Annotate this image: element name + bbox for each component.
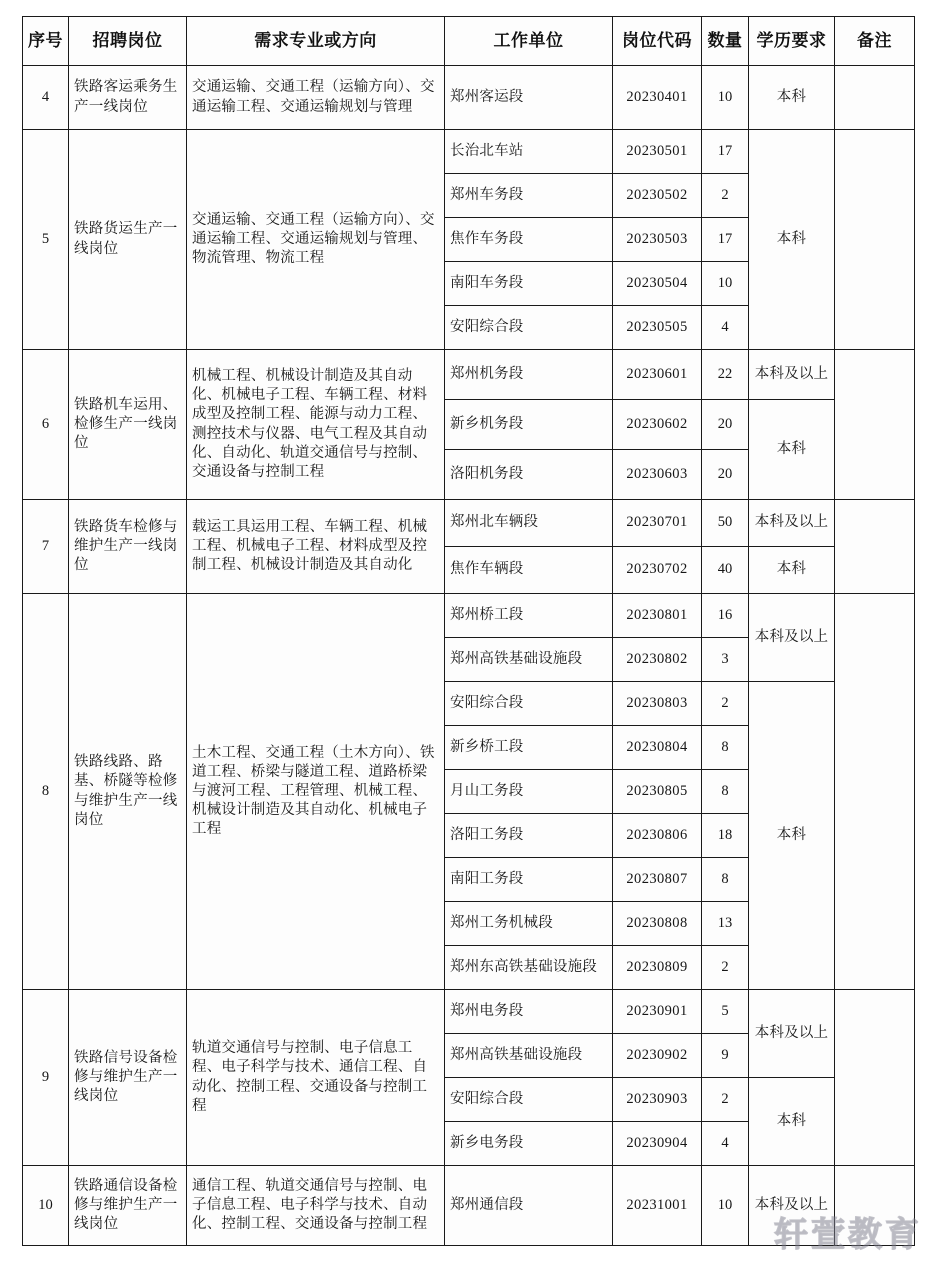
- col-header-edu: 学历要求: [749, 17, 835, 66]
- table-body: [23, 66, 915, 1246]
- cell-work-unit: 郑州东高铁基础设施段: [445, 946, 613, 990]
- cell-work-unit: 长治北车站: [445, 130, 613, 174]
- cell-quantity: 13: [702, 902, 749, 946]
- cell-position-code: 20230809: [613, 946, 702, 990]
- cell-position-code: 20230806: [613, 814, 702, 858]
- cell-education-requirement: 本科: [749, 130, 835, 350]
- cell-work-unit: 郑州高铁基础设施段: [445, 638, 613, 682]
- cell-remark: [835, 990, 915, 1166]
- table-row: [23, 990, 915, 1034]
- cell-remark: [835, 350, 915, 500]
- col-header-major: 需求专业或方向: [187, 17, 445, 66]
- cell-quantity: 40: [702, 547, 749, 594]
- cell-job-position: 铁路通信设备检修与维护生产一线岗位: [69, 1166, 187, 1246]
- cell-position-code: 20230702: [613, 547, 702, 594]
- cell-work-unit: 安阳综合段: [445, 306, 613, 350]
- cell-work-unit: 郑州北车辆段: [445, 500, 613, 547]
- cell-education-requirement: 本科: [749, 400, 835, 500]
- cell-education-requirement: 本科及以上: [749, 594, 835, 682]
- table-row: [23, 1166, 915, 1246]
- cell-work-unit: 焦作车务段: [445, 218, 613, 262]
- cell-position-code: 20230808: [613, 902, 702, 946]
- cell-required-major: 通信工程、轨道交通信号与控制、电子信息工程、电子科学与技术、自动化、控制工程、交通设备与控制工程: [187, 1166, 445, 1246]
- cell-position-code: 20230505: [613, 306, 702, 350]
- col-header-unit: 工作单位: [445, 17, 613, 66]
- cell-work-unit: 安阳综合段: [445, 682, 613, 726]
- cell-position-code: 20230601: [613, 350, 702, 400]
- cell-work-unit: 郑州桥工段: [445, 594, 613, 638]
- cell-quantity: 2: [702, 1078, 749, 1122]
- cell-sequence-number: 10: [23, 1166, 69, 1246]
- cell-education-requirement: 本科: [749, 682, 835, 990]
- cell-position-code: 20230401: [613, 66, 702, 130]
- cell-job-position: 铁路机车运用、检修生产一线岗位: [69, 350, 187, 500]
- cell-work-unit: 洛阳工务段: [445, 814, 613, 858]
- table-row: [23, 500, 915, 547]
- cell-quantity: 10: [702, 1166, 749, 1246]
- cell-remark: [835, 594, 915, 990]
- cell-position-code: 20230803: [613, 682, 702, 726]
- cell-sequence-number: 4: [23, 66, 69, 130]
- cell-position-code: 20230801: [613, 594, 702, 638]
- cell-position-code: 20230805: [613, 770, 702, 814]
- cell-work-unit: 郑州客运段: [445, 66, 613, 130]
- cell-education-requirement: 本科及以上: [749, 350, 835, 400]
- cell-position-code: 20230701: [613, 500, 702, 547]
- cell-remark: [835, 66, 915, 130]
- cell-position-code: 20230903: [613, 1078, 702, 1122]
- cell-position-code: 20230902: [613, 1034, 702, 1078]
- cell-work-unit: 郑州车务段: [445, 174, 613, 218]
- cell-position-code: 20230502: [613, 174, 702, 218]
- cell-work-unit: 郑州电务段: [445, 990, 613, 1034]
- cell-quantity: 2: [702, 682, 749, 726]
- cell-quantity: 17: [702, 218, 749, 262]
- cell-job-position: 铁路信号设备检修与维护生产一线岗位: [69, 990, 187, 1166]
- cell-quantity: 50: [702, 500, 749, 547]
- cell-work-unit: 安阳综合段: [445, 1078, 613, 1122]
- cell-job-position: 铁路货车检修与维护生产一线岗位: [69, 500, 187, 594]
- cell-quantity: 17: [702, 130, 749, 174]
- cell-quantity: 4: [702, 1122, 749, 1166]
- cell-work-unit: 南阳车务段: [445, 262, 613, 306]
- cell-education-requirement: 本科及以上: [749, 1166, 835, 1246]
- cell-education-requirement: 本科及以上: [749, 500, 835, 547]
- cell-position-code: 20230501: [613, 130, 702, 174]
- cell-work-unit: 南阳工务段: [445, 858, 613, 902]
- cell-sequence-number: 5: [23, 130, 69, 350]
- cell-position-code: 20230602: [613, 400, 702, 450]
- header-row: [23, 17, 915, 66]
- cell-sequence-number: 6: [23, 350, 69, 500]
- cell-work-unit: 郑州通信段: [445, 1166, 613, 1246]
- cell-work-unit: 洛阳机务段: [445, 450, 613, 500]
- cell-position-code: 20230802: [613, 638, 702, 682]
- cell-quantity: 8: [702, 858, 749, 902]
- cell-position-code: 20230904: [613, 1122, 702, 1166]
- cell-position-code: 20230504: [613, 262, 702, 306]
- cell-sequence-number: 7: [23, 500, 69, 594]
- cell-quantity: 5: [702, 990, 749, 1034]
- cell-required-major: 轨道交通信号与控制、电子信息工程、电子科学与技术、通信工程、自动化、控制工程、交通设备与控制工程: [187, 990, 445, 1166]
- cell-work-unit: 郑州机务段: [445, 350, 613, 400]
- cell-required-major: 土木工程、交通工程（土木方向）、铁道工程、桥梁与隧道工程、道路桥梁与渡河工程、工程管理、机械工程、机械设计制造及其自动化、机械电子工程: [187, 594, 445, 990]
- cell-education-requirement: 本科: [749, 66, 835, 130]
- cell-work-unit: 郑州高铁基础设施段: [445, 1034, 613, 1078]
- cell-work-unit: 月山工务段: [445, 770, 613, 814]
- col-header-post: 招聘岗位: [69, 17, 187, 66]
- cell-quantity: 10: [702, 66, 749, 130]
- table-row: [23, 350, 915, 400]
- cell-education-requirement: 本科及以上: [749, 990, 835, 1078]
- cell-work-unit: 新乡机务段: [445, 400, 613, 450]
- cell-education-requirement: 本科: [749, 547, 835, 594]
- col-header-note: 备注: [835, 17, 915, 66]
- cell-quantity: 8: [702, 770, 749, 814]
- cell-position-code: 20230503: [613, 218, 702, 262]
- cell-job-position: 铁路货运生产一线岗位: [69, 130, 187, 350]
- cell-quantity: 18: [702, 814, 749, 858]
- col-header-qty: 数量: [702, 17, 749, 66]
- table-header: [23, 17, 915, 66]
- cell-position-code: 20230807: [613, 858, 702, 902]
- cell-position-code: 20230603: [613, 450, 702, 500]
- cell-required-major: 交通运输、交通工程（运输方向）、交通运输工程、交通运输规划与管理: [187, 66, 445, 130]
- cell-required-major: 机械工程、机械设计制造及其自动化、机械电子工程、车辆工程、材料成型及控制工程、能源与动力工程、测控技术与仪器、电气工程及其自动化、自动化、轨道交通信号与控制、交通设备与控制工程: [187, 350, 445, 500]
- cell-sequence-number: 9: [23, 990, 69, 1166]
- cell-quantity: 2: [702, 174, 749, 218]
- cell-work-unit: 焦作车辆段: [445, 547, 613, 594]
- cell-quantity: 3: [702, 638, 749, 682]
- cell-quantity: 16: [702, 594, 749, 638]
- cell-education-requirement: 本科: [749, 1078, 835, 1166]
- table-row: [23, 594, 915, 638]
- cell-required-major: 交通运输、交通工程（运输方向）、交通运输工程、交通运输规划与管理、物流管理、物流工程: [187, 130, 445, 350]
- cell-remark: [835, 500, 915, 594]
- cell-required-major: 载运工具运用工程、车辆工程、机械工程、机械电子工程、材料成型及控制工程、机械设计制造及其自动化: [187, 500, 445, 594]
- cell-quantity: 2: [702, 946, 749, 990]
- cell-work-unit: 新乡电务段: [445, 1122, 613, 1166]
- cell-quantity: 9: [702, 1034, 749, 1078]
- cell-quantity: 20: [702, 400, 749, 450]
- cell-work-unit: 郑州工务机械段: [445, 902, 613, 946]
- cell-remark: [835, 130, 915, 350]
- cell-quantity: 22: [702, 350, 749, 400]
- cell-position-code: 20230804: [613, 726, 702, 770]
- table-row: [23, 130, 915, 174]
- col-header-code: 岗位代码: [613, 17, 702, 66]
- cell-remark: [835, 1166, 915, 1246]
- col-header-seq: 序号: [23, 17, 69, 66]
- cell-job-position: 铁路客运乘务生产一线岗位: [69, 66, 187, 130]
- cell-quantity: 10: [702, 262, 749, 306]
- cell-sequence-number: 8: [23, 594, 69, 990]
- table-row: [23, 66, 915, 130]
- cell-quantity: 8: [702, 726, 749, 770]
- recruitment-table: [22, 16, 915, 1246]
- cell-position-code: 20231001: [613, 1166, 702, 1246]
- cell-quantity: 20: [702, 450, 749, 500]
- cell-job-position: 铁路线路、路基、桥隧等检修与维护生产一线岗位: [69, 594, 187, 990]
- cell-work-unit: 新乡桥工段: [445, 726, 613, 770]
- cell-position-code: 20230901: [613, 990, 702, 1034]
- cell-quantity: 4: [702, 306, 749, 350]
